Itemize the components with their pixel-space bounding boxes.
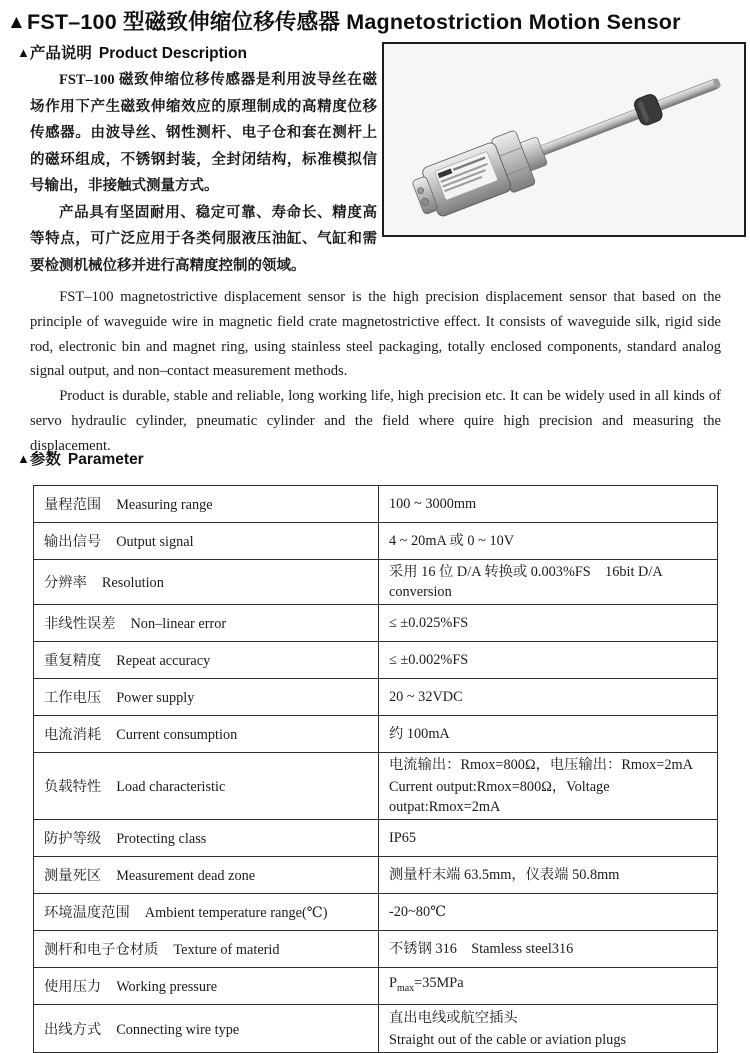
param-value-line: 4 ~ 20mA 或 0 ~ 10V — [389, 533, 515, 549]
pressure-symbol: P — [389, 975, 397, 992]
param-value — [379, 523, 718, 560]
param-value — [379, 968, 718, 1005]
parameter-table — [33, 485, 718, 1053]
param-value — [379, 486, 718, 523]
parameter-heading-en: Parameter — [67, 451, 144, 468]
param-label-zh: 使用压力 — [44, 979, 102, 995]
param-row-material — [34, 931, 718, 968]
param-label — [34, 968, 379, 1005]
param-value — [379, 560, 718, 605]
param-label-zh: 防护等级 — [44, 831, 102, 847]
param-row-load-characteristic — [34, 753, 718, 820]
page-title — [7, 5, 681, 36]
page-title-en: Magnetostriction Motion Sensor — [346, 10, 681, 34]
param-label — [34, 523, 379, 560]
param-label-en: Working pressure — [116, 979, 218, 995]
param-label — [34, 605, 379, 642]
param-value-line: 不锈钢 316 Stamless steel316 — [389, 941, 574, 957]
chinese-paragraph-1: FST–100 磁致伸缩位移传感器是利用波导丝在磁场作用下产生磁致伸缩效应的原理制成的高精度位移传感器。由波导丝、钢性测杆、电子仓和套在测杆上的磁环组成，不锈钢封装，全封闭结构，标准模拟信号输出，非接触式测量方式。 — [30, 72, 377, 194]
param-value — [379, 716, 718, 753]
param-label-zh: 工作电压 — [44, 690, 102, 706]
parameter-heading-zh: 参数 — [29, 451, 61, 468]
param-label-zh: 环境温度范围 — [44, 905, 130, 921]
param-label-en: Load characteristic — [116, 779, 226, 795]
param-label — [34, 931, 379, 968]
product-photo — [382, 42, 746, 237]
param-value-line: 测量杆末端 63.5mm，仪表端 50.8mm — [389, 867, 620, 883]
param-value — [379, 753, 718, 820]
chinese-paragraph-2: 产品具有坚固耐用、稳定可靠、寿命长、精度高等特点，可广泛应用于各类伺服液压油缸、气缸和需要检测机械位移并进行高精度控制的领域。 — [30, 204, 377, 274]
param-row-ambient-temperature — [34, 894, 718, 931]
param-label — [34, 1005, 379, 1053]
param-label-zh: 电流消耗 — [44, 727, 102, 743]
param-row-resolution — [34, 560, 718, 605]
param-value-line: 100 ~ 3000mm — [389, 496, 477, 512]
param-row-current-consumption — [34, 716, 718, 753]
param-label — [34, 716, 379, 753]
param-label-en: Connecting wire type — [116, 1021, 240, 1038]
param-value-line: 电流输出：Rmox=800Ω，电压输出：Rmox=2mA — [389, 757, 693, 773]
param-label-zh: 输出信号 — [44, 534, 102, 550]
param-label-zh: 测杆和电子仓材质 — [44, 942, 159, 958]
param-label-zh: 分辨率 — [44, 575, 87, 591]
param-value — [379, 642, 718, 679]
param-row-protecting-class — [34, 820, 718, 857]
param-value-line: ≤ ±0.002%FS — [389, 652, 469, 668]
sensor-illustration — [384, 44, 744, 235]
chinese-description — [30, 67, 377, 279]
triangle-bullet-icon: ▲ — [7, 12, 27, 33]
param-label — [34, 486, 379, 523]
param-value-line: ≤ ±0.025%FS — [389, 615, 469, 631]
param-label-zh: 非线性误差 — [44, 616, 116, 632]
param-label — [34, 820, 379, 857]
param-label-en: Resolution — [101, 575, 164, 591]
param-label — [34, 753, 379, 820]
param-label-en: Texture of materid — [173, 942, 280, 958]
param-row-power-supply — [34, 679, 718, 716]
param-label-en: Protecting class — [116, 831, 207, 847]
param-label-en: Measuring range — [116, 497, 213, 513]
product-description-heading-en: Product Description — [98, 45, 248, 62]
param-value — [379, 605, 718, 642]
param-row-connecting-wire — [34, 1005, 718, 1053]
param-label — [34, 642, 379, 679]
param-label-zh: 出线方式 — [44, 1021, 102, 1038]
pressure-subscript: max — [396, 982, 415, 994]
pressure-value: =35MPa — [414, 975, 464, 992]
param-row-dead-zone — [34, 857, 718, 894]
param-label-en: Measurement dead zone — [116, 868, 256, 884]
param-label-en: Power supply — [116, 690, 195, 706]
param-value — [379, 931, 718, 968]
param-value-line: 采用 16 位 D/A 转换或 0.003%FS 16bit D/A conversion — [389, 564, 662, 600]
param-row-repeat-accuracy — [34, 642, 718, 679]
param-label-en: Ambient temperature range(℃) — [144, 905, 328, 921]
param-value-line — [389, 973, 707, 999]
param-label-zh: 测量死区 — [44, 868, 102, 884]
param-label-en: Non–linear error — [130, 616, 227, 632]
param-value — [379, 894, 718, 931]
english-paragraph-1: FST–100 magnetostrictive displacement sensor is the high precision displacement sensor that based on the principle of waveguide wire in magnetic field crate magnetostrictive effect. It consists of waveguide silk, rigid side rod, electronic bin and magnet ring, using stainless steel packaging, totally enclosed components, standard analog signal output, and non–contact measurement methods. — [30, 289, 721, 380]
param-value-line: 20 ~ 32VDC — [389, 689, 463, 705]
param-row-nonlinear-error — [34, 605, 718, 642]
triangle-bullet-icon: ▲ — [17, 451, 30, 466]
param-value — [379, 1005, 718, 1053]
param-value-line: Straight out of the cable or aviation plugs — [389, 1031, 627, 1048]
param-row-output-signal — [34, 523, 718, 560]
param-value-line: Current output:Rmox=800Ω，Voltage outpat:Rmox=2mA — [389, 779, 610, 815]
param-value — [379, 820, 718, 857]
parameter-table-body — [34, 486, 718, 1053]
page-title-zh: FST–100 型磁致伸缩位移传感器 — [27, 10, 341, 34]
parameter-heading — [17, 447, 144, 469]
param-label — [34, 679, 379, 716]
english-description — [30, 285, 721, 459]
param-value-line: 约 100mA — [389, 726, 450, 742]
product-description-heading-zh: 产品说明 — [29, 45, 92, 62]
param-label-zh: 量程范围 — [44, 497, 102, 513]
param-label — [34, 894, 379, 931]
param-row-measuring-range — [34, 486, 718, 523]
param-value — [379, 679, 718, 716]
param-label — [34, 857, 379, 894]
product-description-heading — [17, 41, 247, 63]
param-value-line: IP65 — [389, 830, 417, 846]
param-label-en: Repeat accuracy — [116, 653, 211, 669]
param-label-zh: 重复精度 — [44, 653, 102, 669]
param-value-line: 直出电线或航空插头 — [389, 1009, 518, 1026]
param-value-line: -20~80℃ — [389, 904, 447, 920]
param-label — [34, 560, 379, 605]
english-paragraph-2: Product is durable, stable and reliable, long working life, high precision etc. It can be widely used in all kinds of servo hydraulic cylinder, pneumatic cylinder and the field where quire high precision and measuring the displacement. — [30, 388, 721, 454]
param-row-working-pressure — [34, 968, 718, 1005]
triangle-bullet-icon: ▲ — [17, 45, 30, 60]
param-value — [379, 857, 718, 894]
param-label-en: Output signal — [116, 534, 194, 550]
param-label-en: Current consumption — [116, 727, 238, 743]
param-label-zh: 负载特性 — [44, 779, 102, 795]
